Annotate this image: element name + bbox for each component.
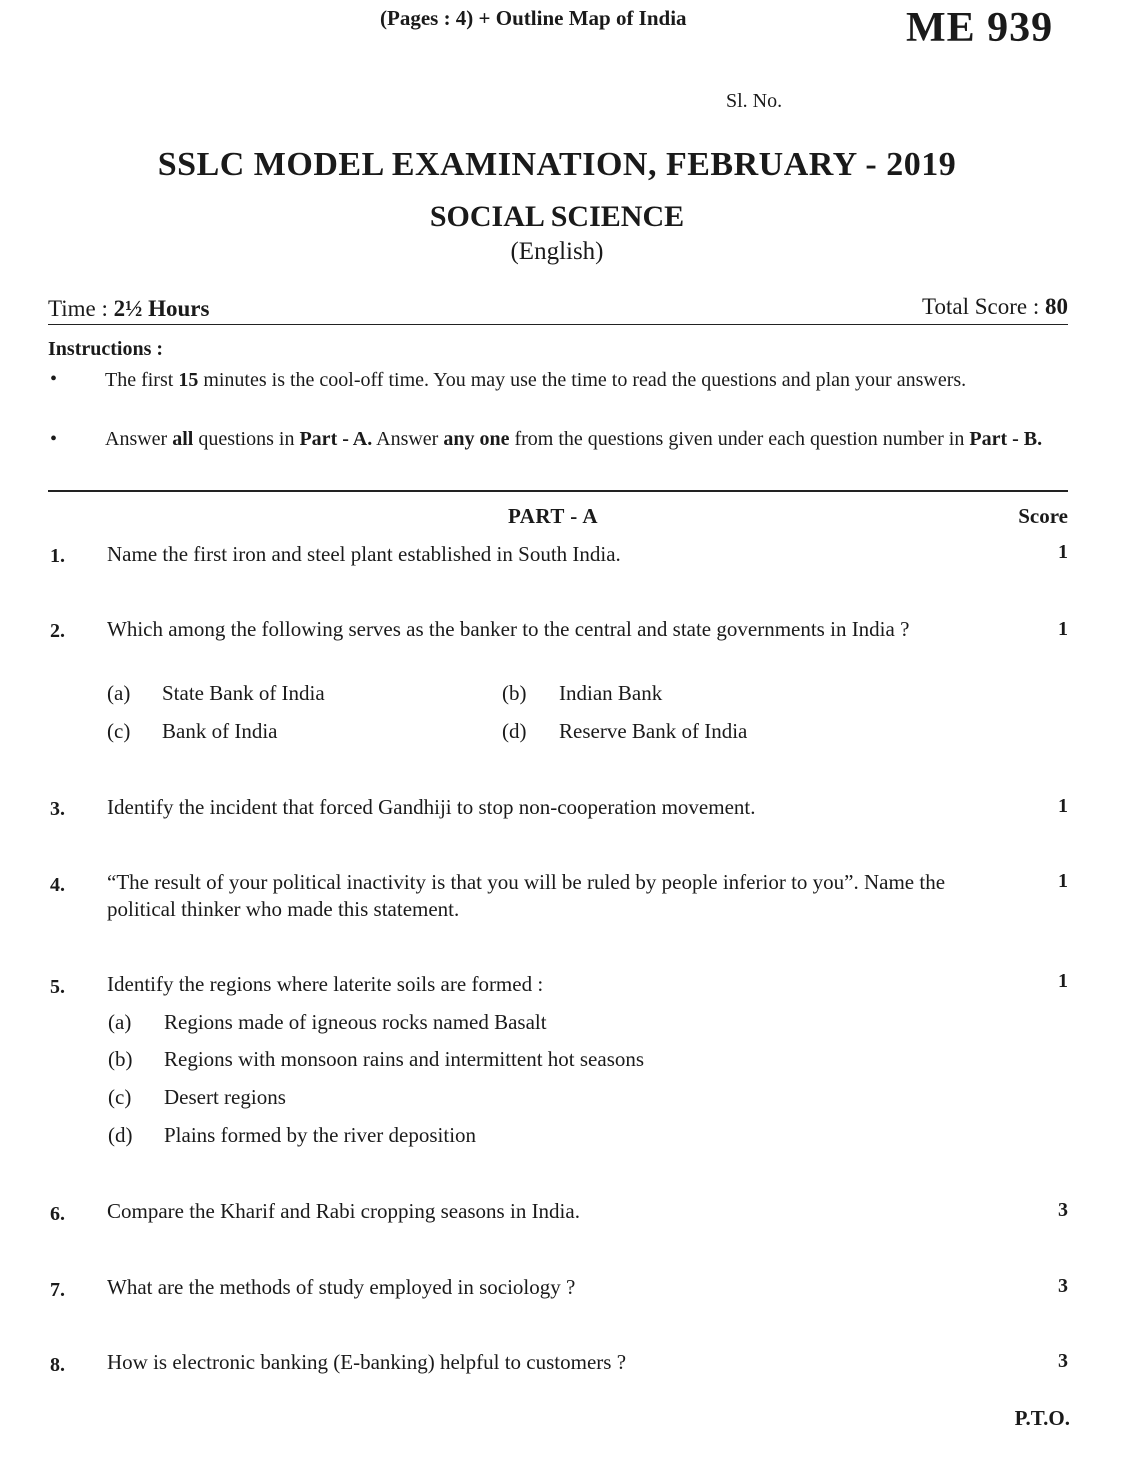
question-score: 3: [1058, 1275, 1068, 1297]
option-text: Regions with monsoon rains and intermittent hot seasons: [164, 1047, 645, 1071]
question-number: 2.: [50, 620, 65, 642]
question-score: 3: [1058, 1350, 1068, 1372]
question-number: 6.: [50, 1203, 65, 1225]
instruction-text: The first: [105, 369, 179, 391]
question-number: 8.: [50, 1354, 65, 1376]
question-number: 3.: [50, 798, 65, 820]
header-divider: [48, 324, 1068, 325]
question-score: 3: [1058, 1199, 1068, 1221]
part-heading: PART - A: [508, 504, 598, 528]
instruction-text: Answer: [372, 428, 444, 450]
option-label: (d): [502, 719, 527, 743]
pages-note: (Pages : 4) + Outline Map of India: [380, 6, 687, 30]
option-text: Indian Bank: [559, 681, 663, 705]
option-label: (b): [108, 1047, 133, 1071]
question-score: 1: [1058, 795, 1068, 817]
option-text: Desert regions: [164, 1085, 286, 1109]
question-number: 5.: [50, 976, 65, 998]
option-text: Regions made of igneous rocks named Basalt: [164, 1010, 547, 1034]
please-turn-over: P.T.O.: [1014, 1406, 1070, 1430]
option-label: (b): [502, 681, 527, 705]
option-label: (d): [108, 1123, 133, 1147]
instructions-heading: Instructions :: [48, 338, 164, 360]
exam-title: SSLC MODEL EXAMINATION, FEBRUARY - 2019: [157, 146, 957, 183]
question-text: Identify the regions where laterite soils are formed :: [107, 972, 544, 996]
serial-number-label: Sl. No.: [726, 90, 783, 112]
question-score: 1: [1058, 870, 1068, 892]
question-text: Compare the Kharif and Rabi cropping seasons in India.: [107, 1199, 580, 1223]
bullet-icon: •: [50, 428, 58, 450]
time-label: Time :: [48, 296, 114, 321]
instruction-text: minutes is the cool-off time. You may use the time to read the questions and plan your answers.: [198, 369, 967, 391]
bullet-icon: •: [50, 368, 58, 390]
instruction-text: from the questions given under each question number in: [509, 428, 970, 450]
instruction-emphasis: all: [172, 428, 194, 450]
question-text: “The result of your political inactivity is that you will be ruled by people inferior to you”. Name the political thinker who made this statement.: [107, 870, 946, 921]
option-text: Bank of India: [162, 719, 278, 743]
time-allowed: [48, 296, 209, 322]
option-label: (c): [108, 1085, 132, 1109]
option-label: (a): [107, 681, 131, 705]
question-text: How is electronic banking (E-banking) helpful to customers ?: [107, 1350, 627, 1374]
option-text: Reserve Bank of India: [559, 719, 748, 743]
instruction-emphasis: any one: [443, 428, 510, 450]
paper-code: ME 939: [906, 5, 1054, 51]
question-score: 1: [1058, 618, 1068, 640]
question-score: 1: [1058, 541, 1068, 563]
instructions-divider: [48, 490, 1068, 492]
total-score-label: Total Score :: [922, 294, 1045, 319]
instruction-item: [105, 425, 1067, 453]
question-text: What are the methods of study employed in sociology ?: [107, 1275, 576, 1299]
instruction-emphasis: Part - A.: [299, 428, 373, 450]
instruction-text: Answer: [105, 428, 173, 450]
instruction-item: [105, 366, 1067, 394]
option-label: (c): [107, 719, 131, 743]
score-column-heading: Score: [1018, 504, 1068, 528]
question-score: 1: [1058, 970, 1068, 992]
option-text: State Bank of India: [162, 681, 325, 705]
question-number: 4.: [50, 874, 65, 896]
question-text: Name the first iron and steel plant established in South India.: [107, 542, 621, 566]
instruction-text: questions in: [193, 428, 300, 450]
medium-label: (English): [510, 238, 604, 265]
option-label: (a): [108, 1010, 132, 1034]
time-value: 2½ Hours: [113, 296, 210, 321]
subject-title: SOCIAL SCIENCE: [429, 200, 685, 233]
question-number: 7.: [50, 1279, 65, 1301]
total-score-value: 80: [1045, 294, 1068, 319]
instruction-emphasis: Part - B.: [969, 428, 1043, 450]
total-score: [922, 294, 1068, 320]
question-text: Which among the following serves as the banker to the central and state governments in India ?: [107, 617, 910, 641]
question-text: Identify the incident that forced Gandhiji to stop non-cooperation movement.: [107, 795, 756, 819]
question-number: 1.: [50, 545, 65, 567]
option-text: Plains formed by the river deposition: [164, 1123, 477, 1147]
instruction-emphasis: 15: [178, 369, 199, 391]
